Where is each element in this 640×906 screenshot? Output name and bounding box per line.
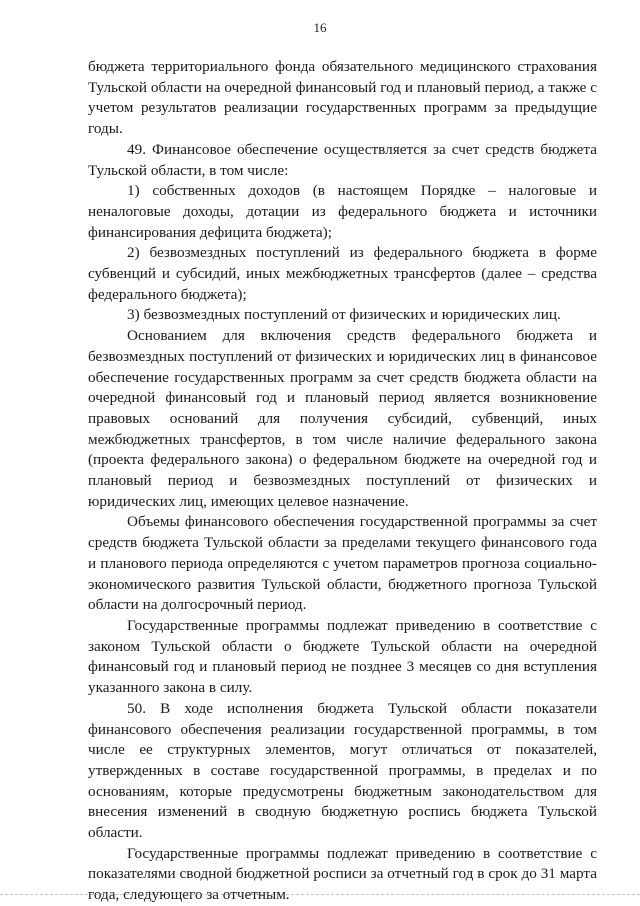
scan-artifact-line [0, 894, 640, 897]
paragraph-basis: Основанием для включения средств федерального бюджета и безвозмездных поступлений от физических и юридических лиц в финансовое обеспечение государственных программ за счет средств бюджета области на очередной финансовый год и плановый период является возникновение правовых оснований для получения субсидий, субвенций, иных межбюджетных трансфертов, в том числе наличие федерального закона (проекта федерального закона) о федеральном бюджете на очередной год и плановый период и безвозмездных поступлений от физических и юридических лиц, имеющих целевое назначение. [88, 327, 597, 510]
page-number: 16 [313, 20, 327, 35]
paragraph-volumes: Объемы финансового обеспечения государственной программы за счет средств бюджета Тульской области за пределами текущего финансового года и планового периода определяются с учетом параметров прогноза социально-экономического развития Тульской области, бюджетного прогноза Тульской области на долгосрочный период. [88, 513, 597, 614]
document-body [88, 57, 597, 906]
paragraph-alignment-budget: Государственные программы подлежат приведению в соответствие с показателями сводной бюджетной росписи за отчетный год в срок до 31 марта года, следующего за отчетным. [88, 844, 597, 904]
paragraph-alignment-law: Государственные программы подлежат приведению в соответствие с законом Тульской области о бюджете Тульской области на очередной финансовый год и плановый период не позднее 3 месяцев со дня вступления указанного закона в силу. [88, 616, 597, 697]
list-item-1: 1) собственных доходов (в настоящем Порядке – налоговые и неналоговые доходы, дотации из федерального бюджета и источники финансирования дефицита бюджета); [88, 182, 597, 241]
paragraph-50: 50. В ходе исполнения бюджета Тульской области показатели финансового обеспечения реализации государственной программы, в том числе ее структурных элементов, могут отличаться от показателей, утвержденных в составе государственной программы, в пределах и по основаниям, которые предусмотрены бюджетным законодательством для внесения изменений в сводную бюджетную роспись бюджета Тульской области. [88, 699, 597, 842]
paragraph-49: 49. Финансовое обеспечение осуществляется за счет средств бюджета Тульской области, в том числе: [88, 140, 597, 179]
list-item-2: 2) безвозмездных поступлений из федерального бюджета в форме субвенций и субсидий, иных межбюджетных трансфертов (далее – средства федерального бюджета); [88, 244, 597, 303]
paragraph-continuation: бюджета территориального фонда обязательного медицинского страхования Тульской области на очередной финансовый год и плановый период, а также с учетом результатов реализации государственных программ за предыдущие годы. [88, 58, 597, 138]
list-item-3: 3) безвозмездных поступлений от физических и юридических лиц. [127, 306, 561, 324]
